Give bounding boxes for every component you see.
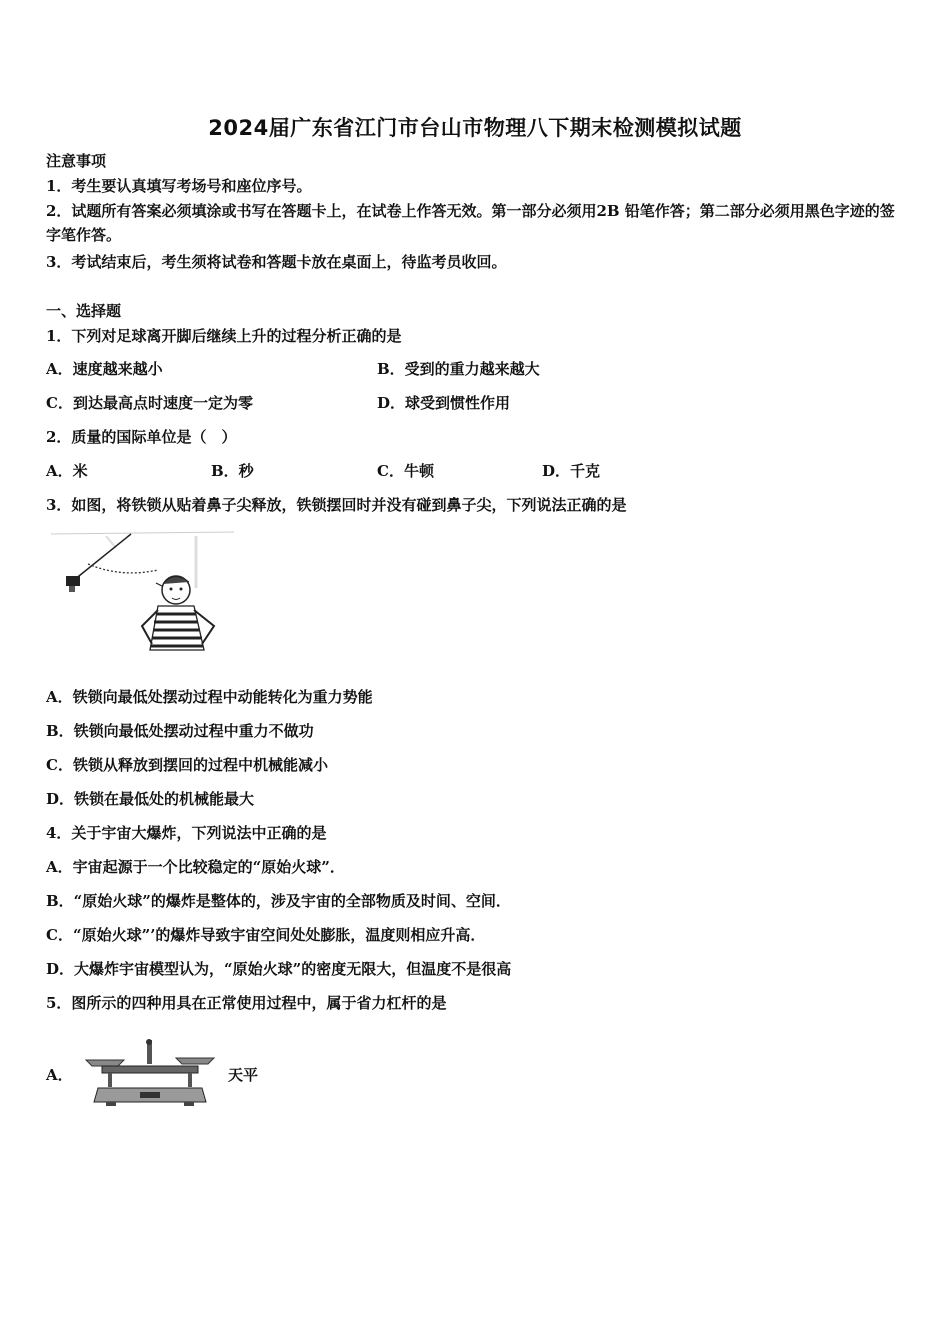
option-b[interactable]: B．秒 xyxy=(211,462,254,480)
question-stem: 2．质量的国际单位是（ ） xyxy=(46,428,237,446)
option-d[interactable]: D．大爆炸宇宙模型认为，“原始火球”的密度无限大，但温度不是很高 xyxy=(46,960,512,978)
option-caption: 天平 xyxy=(228,1066,259,1084)
option-c[interactable]: C．到达最高点时速度一定为零 xyxy=(46,394,253,412)
option-a[interactable]: A．宇宙起源于一个比较稳定的“原始火球”． xyxy=(46,858,345,876)
balance-scale-figure xyxy=(84,1036,216,1108)
question-stem: 3．如图，将铁锁从贴着鼻子尖释放，铁锁摆回时并没有碰到鼻子尖，下列说法正确的是 xyxy=(46,496,627,514)
option-d[interactable]: D．千克 xyxy=(542,462,601,480)
section-heading: 一、选择题 xyxy=(46,302,122,320)
option-d[interactable]: D．球受到惯性作用 xyxy=(377,394,511,412)
option-b[interactable]: B．“原始火球”的爆炸是整体的，涉及宇宙的全部物质及时间、空间． xyxy=(46,892,511,910)
exam-title: 2024届广东省江门市台山市物理八下期末检测模拟试题 xyxy=(208,116,742,140)
option-a[interactable]: A． xyxy=(46,1066,73,1084)
question-stem: 4．关于宇宙大爆炸，下列说法中正确的是 xyxy=(46,824,327,842)
notice-item: 2．试题所有答案必须填涂或书写在答题卡上，在试卷上作答无效。第一部分必须用2B 铅笔作答；第二部分必须用黑色字迹的签字笔作答。 xyxy=(46,202,895,244)
pendulum-figure xyxy=(46,528,241,656)
question-stem: 5．图所示的四种用具在正常使用过程中，属于省力杠杆的是 xyxy=(46,994,447,1012)
option-b[interactable]: B．受到的重力越来越大 xyxy=(377,360,540,378)
option-c[interactable]: C．铁锁从释放到摆回的过程中机械能减小 xyxy=(46,756,328,774)
option-b[interactable]: B．铁锁向最低处摆动过程中重力不做功 xyxy=(46,722,314,740)
notice-item: 1．考生要认真填写考场号和座位序号。 xyxy=(46,177,312,195)
option-a[interactable]: A．米 xyxy=(46,462,88,480)
notice-item: 3．考试结束后，考生须将试卷和答题卡放在桌面上，待监考员收回。 xyxy=(46,253,507,271)
option-a[interactable]: A．铁锁向最低处摆动过程中动能转化为重力势能 xyxy=(46,688,373,706)
question-stem: 1．下列对足球离开脚后继续上升的过程分析正确的是 xyxy=(46,327,402,345)
notice-heading: 注意事项 xyxy=(46,152,107,170)
option-c[interactable]: C．牛顿 xyxy=(377,462,434,480)
option-a[interactable]: A．速度越来越小 xyxy=(46,360,163,378)
option-d[interactable]: D．铁锁在最低处的机械能最大 xyxy=(46,790,255,808)
option-c[interactable]: C．“原始火球”’的爆炸导致宇宙空间处处膨胀，温度则相应升高． xyxy=(46,926,486,944)
